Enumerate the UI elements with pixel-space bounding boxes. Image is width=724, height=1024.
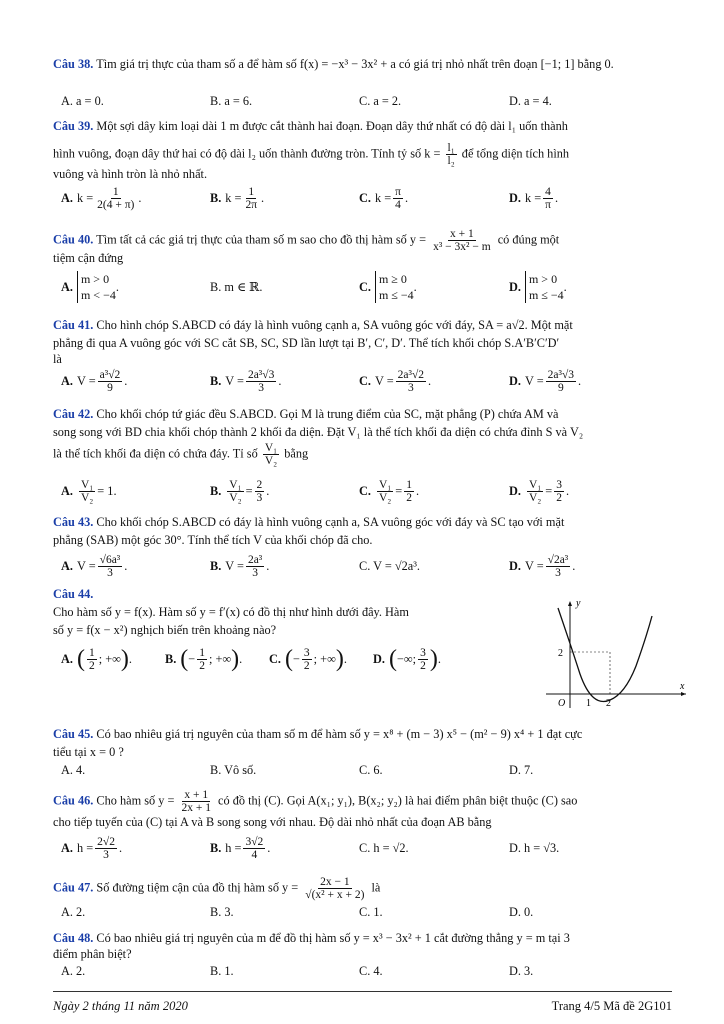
fraction-num: √2a³ [547, 553, 569, 566]
fraction-num: V₁ [378, 478, 392, 491]
option-lhs: k = [374, 190, 392, 205]
fraction-den: √(x² + x + 2) [305, 889, 365, 901]
fraction-den: V₂ [378, 491, 392, 504]
question-label: Câu 45. [53, 727, 94, 741]
option-c[interactable]: C. m ≥ 0 m ≤ −4 . [359, 272, 417, 302]
question-39-line2 [53, 142, 673, 167]
paren-close: ) [231, 646, 240, 672]
option-fraction [377, 479, 393, 504]
q44-options [53, 640, 493, 678]
question-text: Cho khối chóp tứ giác đều S.ABCD. Gọi M là trung điểm của SC, mặt phẳng (P) chứa AM và [96, 407, 559, 421]
option-letter: A. [61, 558, 73, 573]
fraction-den: V₂ [528, 491, 542, 504]
question-label: Câu 48. [53, 931, 94, 945]
option-fraction [197, 647, 207, 672]
option-fraction [418, 647, 428, 672]
question-39-line3 [53, 165, 673, 183]
option-lhs: V = [76, 558, 96, 573]
option-c[interactable]: C. 1. [359, 904, 383, 919]
question-46 [53, 789, 673, 814]
system-row: m > 0 [528, 272, 558, 286]
question-label: Câu 41. [53, 318, 94, 332]
fraction-num: 2a³√3 [547, 368, 575, 381]
option-d[interactable]: D. ( −∞; $\frac{3}{2}$ ) . [373, 646, 441, 672]
option-b[interactable]: B. h = $\frac{3√2}{4}$ . [210, 835, 271, 861]
ratio-fraction [263, 442, 279, 467]
option-value-fraction [554, 479, 564, 504]
fraction-den: 2π [245, 198, 258, 211]
option-fraction [95, 836, 117, 861]
option-letter: B. [165, 651, 177, 666]
question-46-line2 [53, 813, 673, 831]
question-42-line3 [53, 442, 673, 467]
option-fraction [396, 369, 426, 394]
tick-label: 2 [606, 698, 611, 709]
fraction-num: 1 [88, 646, 95, 659]
option-tail: ; +∞ [208, 651, 232, 666]
option-lhs: V = [225, 558, 244, 573]
option-c[interactable]: C. 4. [359, 963, 383, 978]
question-text: có đúng một [497, 232, 560, 247]
paren-open: ( [76, 646, 85, 672]
question-43-line2 [53, 531, 673, 549]
option-a[interactable]: A. k = $\frac{1}{2(4 + \pi)}$ . [61, 185, 142, 211]
fraction-den: 3 [407, 381, 414, 394]
option-sign: − [292, 651, 300, 666]
question-text: phẳng (SAB) một góc 30°. Tính thể tích V của khối chóp đã cho. [53, 533, 373, 547]
fraction-num: 3√2 [245, 835, 264, 848]
option-d[interactable]: D. $\frac{\text{V₁}}{\text{V₂}}$ = $\frac{3}{2}$ . [509, 478, 570, 504]
question-text: Có bao nhiêu giá trị nguyên của tham số m để hàm số y = x⁸ + (m − 3) x⁵ − (m² − 9) x⁴ + 1 đạt cực [96, 727, 583, 741]
fraction-num: 2a³ [247, 553, 263, 566]
option-d[interactable]: D. k = $\frac{4}{\pi}$ . [509, 185, 559, 211]
question-text: cho tiếp tuyến của (C) tại A và B song song với nhau. Độ dài nhỏ nhất của đoạn AB bằng [53, 815, 492, 829]
option-a[interactable]: A. a = 0. [61, 93, 104, 108]
question-text: tiểu tại x = 0 ? [53, 745, 124, 759]
question-text: Cho hàm số y = [96, 793, 175, 808]
footer-date: Ngày 2 tháng 11 năm 2020 [53, 999, 188, 1013]
option-a[interactable]: A. ( $\frac{1}{2}$ ; +∞ ) . [61, 646, 132, 672]
fraction-num: 4 [545, 185, 551, 198]
fraction-num: V₁ [264, 442, 278, 454]
question-42-line2 [53, 423, 673, 441]
y-label: y [576, 598, 581, 609]
fraction-num: l₁ [447, 142, 455, 154]
q46-options [53, 833, 673, 863]
option-c[interactable]: C. ( − $\frac{3}{2}$ ; +∞ ) . [269, 646, 347, 672]
q40-options [53, 269, 673, 305]
fraction-den: 3 [258, 381, 265, 394]
option-fraction [393, 186, 403, 211]
system-row: m > 0 [80, 272, 110, 286]
function-fraction [179, 789, 213, 814]
fraction-num: 2√2 [97, 835, 115, 848]
question-44-line2 [53, 621, 503, 639]
question-text: phẳng đi qua A vuông góc với SC cắt SB, SC, SD lần lượt tại B′, C′, D′. Thể tích khối chóp S.A′B′C′D′ [53, 336, 560, 350]
option-lhs: k = [524, 190, 542, 205]
question-text: là [53, 352, 62, 366]
option-letter: C. [359, 279, 371, 294]
question-text: là [371, 880, 381, 895]
paren-open: ( [388, 646, 397, 672]
question-38 [53, 55, 673, 73]
option-letter: A. [61, 651, 73, 666]
option-d[interactable]: D. a = 4. [509, 93, 552, 108]
fraction-num: 2a³√3 [247, 368, 275, 381]
fraction-num: x + 1 [449, 228, 474, 240]
option-fraction [246, 369, 276, 394]
option-b[interactable]: B. 1. [210, 963, 234, 978]
option-fraction [79, 479, 95, 504]
option-value: = 1. [97, 483, 117, 498]
question-text: Tìm tất cả các giá trị thực của tham số m sao cho đồ thị hàm số y = [96, 232, 426, 247]
option-fraction [87, 647, 97, 672]
fraction-num: 3 [303, 646, 310, 659]
option-d[interactable]: D. 0. [509, 904, 534, 919]
question-text: có đồ thị (C). Gọi A(x₁; y₁), B(x₂; y₂) là hai điểm phân biệt thuộc (C) sao [218, 793, 578, 808]
option-d[interactable]: D. h = √3. [509, 840, 560, 855]
fraction-den: 3 [256, 491, 263, 504]
option-letter: C. [269, 651, 281, 666]
tick-label: 2 [558, 648, 563, 659]
fraction-num: 1 [199, 646, 205, 659]
question-text: để tổng diện tích hình [461, 146, 570, 161]
question-label: Câu 43. [53, 515, 94, 529]
y-axis-arrow-icon [568, 601, 572, 606]
footer-divider [53, 991, 672, 992]
question-45 [53, 725, 673, 743]
fraction-num: V₁ [229, 478, 242, 491]
option-a[interactable]: A. V = $\frac{\text{√6a³}}{3}$ . [61, 553, 128, 579]
question-label: Câu 46. [53, 793, 94, 808]
fraction-den: 4 [395, 198, 401, 211]
option-d[interactable]: D. V = $\frac{\text{2a³√3}}{9}$ . [509, 368, 582, 394]
option-fraction [98, 369, 123, 394]
option-fraction [227, 479, 243, 504]
q38-options [53, 86, 673, 116]
fraction-den: x³ − 3x² − m [433, 241, 491, 253]
fraction-num: 2x − 1 [320, 876, 350, 888]
fraction-den: 9 [107, 381, 113, 394]
option-letter: D. [509, 279, 521, 294]
option-fraction [546, 369, 576, 394]
question-text: điểm phân biệt? [53, 947, 132, 961]
option-b[interactable]: B. $\frac{\text{V₁}}{\text{V₂}}$ = $\frac{2}{3}$ . [210, 478, 270, 504]
fraction-den: 3 [107, 566, 113, 579]
fraction-num: 3 [556, 478, 562, 491]
fraction-den: 2 [303, 659, 310, 672]
fraction-den: l₂ [447, 155, 455, 167]
option-sign: − [188, 651, 196, 666]
origin-label: O [558, 698, 566, 709]
option-fraction [243, 186, 259, 211]
question-44-line1 [53, 603, 503, 621]
paren-close: ) [429, 646, 438, 672]
fraction-den: 2(4 + π) [97, 198, 135, 211]
question-42 [53, 405, 673, 423]
fraction-den: 2 [88, 659, 95, 672]
system-row: m ≤ −4 [528, 288, 564, 302]
option-letter: C. [359, 373, 371, 388]
option-fraction [302, 647, 312, 672]
fraction-den: 2 [556, 491, 562, 504]
question-text: hình vuông, đoạn dây thứ hai có độ dài l₂ uốn thành đường tròn. Tính tỷ số [53, 146, 422, 161]
fraction-num: 3 [420, 646, 426, 659]
paren-close: ) [335, 646, 344, 672]
fraction-num: 1 [112, 185, 119, 198]
tick-label: 1 [586, 698, 591, 709]
option-letter: D. [509, 373, 521, 388]
option-letter: C. [359, 483, 371, 498]
option-letter: C. [359, 190, 371, 205]
option-lhs: V = [524, 558, 544, 573]
fraction-den: π [545, 198, 551, 211]
option-b[interactable]: B. m ∈ ℝ. [210, 279, 263, 294]
question-text: Một sợi dây kim loại dài 1 m được cắt thành hai đoạn. Đoạn dây thứ nhất có độ dài l₁ uốn thành [96, 119, 568, 133]
option-system [525, 271, 564, 303]
fraction-num: 2a³√2 [397, 368, 425, 381]
equals: = [395, 483, 403, 498]
question-label: Câu 47. [53, 880, 94, 895]
option-b[interactable]: B. a = 6. [210, 93, 253, 108]
question-40-line2 [53, 249, 673, 267]
option-b[interactable]: B. 3. [210, 904, 234, 919]
question-text: tiệm cận đứng [53, 251, 124, 265]
option-a[interactable]: A. h = $\frac{2√2}{3}$ . [61, 835, 123, 861]
option-lhs: k = [225, 190, 242, 205]
option-letter: D. [509, 483, 521, 498]
fraction-den: 9 [557, 381, 564, 394]
fraction-den: 2 [199, 659, 205, 672]
option-letter: A. [61, 373, 73, 388]
option-lhs: h = [76, 840, 94, 855]
option-d[interactable]: D. V = $\frac{\text{√2a³}}{3}$ . [509, 553, 576, 579]
q43-options [53, 551, 673, 581]
option-fraction [543, 186, 553, 211]
fraction-den: 3 [252, 566, 258, 579]
option-value-fraction [255, 479, 265, 504]
question-text: Số đường tiệm cận của đồ thị hàm số y = [96, 880, 299, 895]
option-letter: B. [210, 483, 222, 498]
q45-options [53, 755, 673, 785]
question-label: Câu 38. [53, 57, 94, 71]
question-text: Cho hàm số y = f(x). Hàm số y = f′(x) có đồ thị như hình dưới đây. Hàm [53, 605, 409, 619]
question-text: là thể tích khối đa diện có chứa đáy. Tỉ số [53, 446, 258, 461]
fraction-num: a³√2 [99, 368, 121, 381]
system-row: m ≥ 0 [378, 272, 407, 286]
option-lhs: V = [524, 373, 544, 388]
curve [558, 608, 652, 702]
option-letter: D. [509, 558, 521, 573]
option-tail: ; +∞ [313, 651, 336, 666]
footer-page-info: Trang 4/5 Mã đề 2G101 [551, 999, 672, 1013]
x-axis-arrow-icon [681, 692, 686, 696]
paren-open: ( [180, 646, 189, 672]
page-footer [53, 999, 672, 1014]
question-text: Cho hình chóp S.ABCD có đáy là hình vuông cạnh a, SA vuông góc với đáy, SA = a√2. Một mặt [96, 318, 573, 332]
option-letter: D. [509, 190, 521, 205]
option-a[interactable]: A. 2. [61, 963, 86, 978]
option-letter: A. [61, 190, 73, 205]
fraction-den: 2 [420, 659, 426, 672]
fraction-den: 4 [251, 848, 258, 861]
option-b[interactable]: B. V = $\frac{\text{2a³}}{3}$ . [210, 553, 270, 579]
option-b[interactable]: B. k = $\frac{1}{2\pi}$ . [210, 185, 265, 211]
fraction-den: V₂ [80, 491, 94, 504]
system-row: m < −4 [80, 288, 116, 302]
option-fraction [98, 554, 123, 579]
option-fraction [546, 554, 571, 579]
q47-options [53, 897, 673, 927]
question-label: Câu 42. [53, 407, 94, 421]
question-text: vuông và hình tròn là nhỏ nhất. [53, 167, 208, 181]
option-lhs: V = [76, 373, 96, 388]
question-label: Câu 44. [53, 587, 94, 601]
fraction-den: 2x + 1 [181, 802, 211, 814]
fraction-num: V₁ [80, 478, 94, 491]
option-fraction [527, 479, 543, 504]
option-a[interactable]: A. 4. [61, 762, 86, 777]
question-label: Câu 40. [53, 232, 94, 247]
option-lhs: h = [225, 840, 242, 855]
option-system [77, 271, 116, 303]
question-text: Cho khối chóp S.ABCD có đáy là hình vuông cạnh a, SA vuông góc với đáy và SC tạo với mặt [96, 515, 565, 529]
paren-close: ) [120, 646, 129, 672]
question-text: song song với BD chia khối chóp thành 2 khối đa diện. Đặt V₁ là thể tích khối đa diện có chứa đỉnh S và V₂ [53, 425, 584, 439]
fraction-num: 2 [256, 478, 263, 491]
question-text: Có bao nhiêu giá trị nguyên của m để đồ thị hàm số y = x³ − 3x² + 1 cắt đường thẳng y = m tại 3 [96, 931, 570, 945]
option-c[interactable]: C. a = 2. [359, 93, 402, 108]
ratio-fraction [446, 142, 457, 167]
question-43 [53, 513, 673, 531]
option-b[interactable]: B. Vô số. [210, 762, 257, 777]
q48-options [53, 956, 673, 986]
fraction-den: 2 [406, 491, 412, 504]
option-d[interactable]: D. 7. [509, 762, 534, 777]
fraction-num: 1 [248, 185, 255, 198]
option-letter: D. [373, 651, 385, 666]
paren-open: ( [284, 646, 293, 672]
system-row: m ≤ −4 [378, 288, 414, 302]
fraction-num: √6a³ [99, 553, 121, 566]
question-39 [53, 117, 673, 135]
option-a[interactable]: A. V = $\frac{\text{a³√2}}{9}$ . [61, 368, 128, 394]
option-b[interactable]: B. ( − $\frac{1}{2}$ ; +∞ ) . [165, 646, 243, 672]
fraction-num: V₁ [528, 478, 542, 491]
option-letter: A. [61, 483, 73, 498]
question-41 [53, 316, 673, 334]
question-text: bằng [284, 446, 309, 461]
option-system [375, 271, 414, 303]
equals: = [245, 483, 253, 498]
option-c[interactable]: C. h = √2. [359, 840, 409, 855]
q39-options [53, 183, 673, 213]
option-c[interactable]: C. $\frac{\text{V₁}}{\text{V₂}}$ = $\frac{1}{2}$ . [359, 478, 420, 504]
fraction-num: x + 1 [184, 789, 209, 801]
option-c[interactable]: C. 6. [359, 762, 383, 777]
derivative-graph [540, 596, 690, 712]
option-letter: A. [61, 840, 73, 855]
q41-options [53, 366, 673, 396]
option-value-fraction [404, 479, 414, 504]
option-d[interactable]: D. 3. [509, 963, 534, 978]
fraction-den: V₂ [264, 455, 278, 467]
fraction-den: 3 [555, 566, 561, 579]
option-fraction [95, 186, 136, 211]
option-c[interactable]: C. V = √2a³. [359, 558, 420, 573]
question-label: Câu 39. [53, 119, 94, 133]
equals: = [545, 483, 553, 498]
option-d[interactable]: D. m > 0 m ≤ −4 . [509, 272, 567, 302]
option-head: −∞; [396, 651, 417, 666]
fraction-den: 3 [103, 848, 109, 861]
option-letter: B. [210, 190, 222, 205]
option-a[interactable] [61, 476, 117, 506]
question-text: số y = f(x − x²) nghịch biến trên khoảng nào? [53, 623, 277, 637]
option-fraction [246, 554, 264, 579]
fraction-num: 1 [406, 478, 412, 491]
q42-options [53, 476, 673, 506]
x-label: x [680, 681, 685, 692]
option-letter: B. [210, 840, 222, 855]
option-fraction [243, 836, 265, 861]
option-b[interactable]: B. V = $\frac{\text{2a³√3}}{3}$ . [210, 368, 282, 394]
option-c[interactable]: C. k = $\frac{\pi}{4}$ . [359, 185, 409, 211]
option-letter: A. [61, 279, 73, 294]
option-letter: B. [210, 558, 222, 573]
ratio-label: k = [424, 146, 441, 161]
option-lhs: V = [374, 373, 394, 388]
fraction-den: V₂ [229, 491, 242, 504]
option-letter: B. [210, 373, 222, 388]
option-a[interactable]: A. 2. [61, 904, 86, 919]
option-lhs: V = [225, 373, 244, 388]
option-c[interactable]: C. V = $\frac{\text{2a³√2}}{3}$ . [359, 368, 432, 394]
fraction-num: π [395, 185, 401, 198]
option-a[interactable]: A. m > 0 m < −4 . [61, 272, 119, 302]
question-text: Tìm giá trị thực của tham số a để hàm số f(x) = −x³ − 3x² + a có giá trị nhỏ nhất trên đoạn [−1; 1] bằng 0. [96, 57, 614, 71]
option-tail: ; +∞ [98, 651, 121, 666]
option-lhs: k = [76, 190, 94, 205]
